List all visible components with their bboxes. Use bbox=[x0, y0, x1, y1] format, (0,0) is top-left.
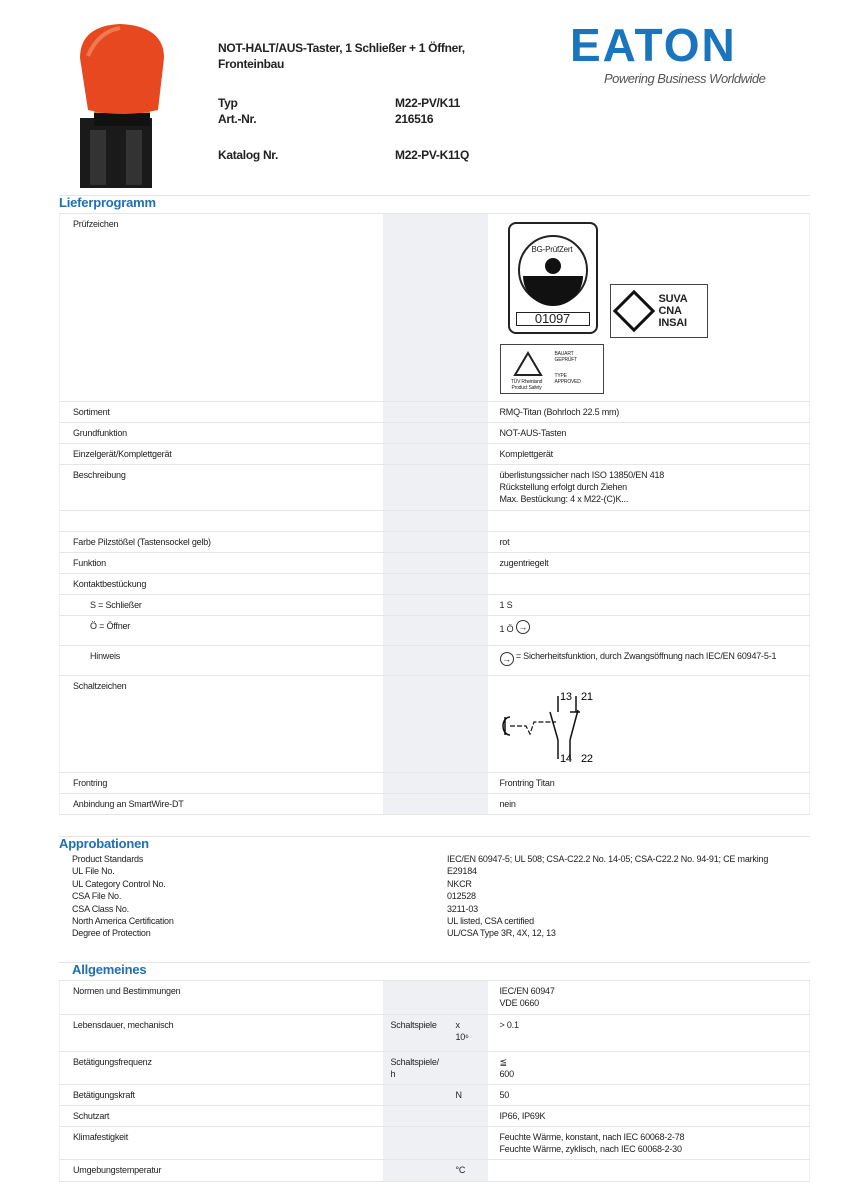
product-title: NOT-HALT/AUS-Taster, 1 Schließer + 1 Öffner, bbox=[218, 41, 465, 55]
table-row bbox=[60, 574, 810, 595]
row-unit bbox=[383, 1106, 444, 1127]
row-unit bbox=[383, 646, 444, 676]
row-unit-2 bbox=[444, 773, 488, 794]
approbation-row bbox=[72, 865, 768, 877]
row-label: Funktion bbox=[60, 553, 383, 574]
row-label bbox=[60, 511, 383, 532]
bg-mark-text: BG-PrüfZert bbox=[531, 245, 573, 254]
approbation-label: UL Category Control No. bbox=[72, 878, 166, 889]
row-value-text: 1 Ö bbox=[499, 624, 514, 634]
approbation-value: IEC/EN 60947-5; UL 508; CSA-C22.2 No. 14-05; CSA-C22.2 No. 94-91; CE marking bbox=[447, 854, 769, 864]
tuv-approved: APPROVED bbox=[554, 379, 581, 385]
row-label: Klimafestigkeit bbox=[60, 1127, 383, 1160]
tagline: Powering Business Worldwide bbox=[604, 71, 766, 86]
row-value bbox=[488, 574, 810, 595]
row-unit bbox=[383, 574, 444, 595]
typ-value: M22-PV/K11 bbox=[395, 96, 461, 110]
tuv-text: TÜV Rheinland Product Safety bbox=[510, 379, 543, 391]
section-approbationen: Approbationen bbox=[59, 836, 149, 851]
row-value-text: rot bbox=[499, 537, 510, 547]
row-unit bbox=[383, 553, 444, 574]
row-value bbox=[488, 1127, 810, 1160]
row-label: Lebensdauer, mechanisch bbox=[60, 1015, 383, 1052]
row-unit-2 bbox=[444, 1127, 488, 1160]
approbation-label: Degree of Protection bbox=[72, 928, 151, 939]
tuv-type: TYPE bbox=[554, 373, 567, 379]
table-row bbox=[60, 402, 810, 423]
row-unit-2 bbox=[444, 444, 488, 465]
row-value-text: 1 S bbox=[499, 600, 513, 610]
row-unit bbox=[383, 595, 444, 616]
row-unit-2 bbox=[444, 553, 488, 574]
terminal-13: 13 bbox=[559, 691, 572, 703]
row-unit bbox=[383, 532, 444, 553]
table-row bbox=[60, 1127, 810, 1160]
table-row bbox=[60, 1085, 810, 1106]
circuit-symbol bbox=[488, 676, 810, 773]
table-row bbox=[60, 595, 810, 616]
approbation-label: Product Standards bbox=[72, 854, 144, 864]
approbation-row bbox=[72, 927, 768, 939]
suva-mark bbox=[610, 284, 708, 338]
table-row bbox=[60, 511, 810, 532]
approbation-value: E29184 bbox=[447, 866, 477, 877]
row-unit-2: x 10⁶ bbox=[444, 1015, 488, 1052]
row-value bbox=[488, 402, 810, 423]
art-label: Art.-Nr. bbox=[218, 112, 257, 126]
row-value-text: nein bbox=[499, 799, 516, 809]
row-value bbox=[488, 595, 810, 616]
approbation-row bbox=[72, 915, 768, 927]
katalog-label: Katalog Nr. bbox=[218, 148, 279, 162]
row-unit-2 bbox=[444, 402, 488, 423]
row-value-text: Frontring Titan bbox=[499, 778, 555, 788]
schaltzeichen-label: Schaltzeichen bbox=[60, 676, 383, 773]
row-unit bbox=[383, 773, 444, 794]
katalog-value: M22-PV-K11Q bbox=[395, 148, 470, 162]
row-unit bbox=[383, 616, 444, 646]
table-row bbox=[60, 1160, 810, 1182]
row-value-text: IP66, IP69K bbox=[499, 1111, 546, 1121]
row-label: Schutzart bbox=[60, 1106, 383, 1127]
row-value-text: zugentriegelt bbox=[499, 558, 549, 568]
row-label: Normen und Bestimmungen bbox=[60, 981, 383, 1015]
typ-label: Typ bbox=[218, 96, 238, 110]
row-unit-2 bbox=[444, 1052, 488, 1085]
row-label: Betätigungskraft bbox=[60, 1085, 383, 1106]
row-value-text: Komplettgerät bbox=[499, 449, 553, 459]
row-label: Betätigungsfrequenz bbox=[60, 1052, 383, 1085]
table-row bbox=[60, 553, 810, 574]
approbationen-list bbox=[72, 853, 768, 940]
row-value bbox=[488, 646, 810, 676]
approbation-value: UL/CSA Type 3R, 4X, 12, 13 bbox=[447, 928, 556, 939]
row-value bbox=[488, 1052, 810, 1085]
row-value bbox=[488, 981, 810, 1015]
suva-text: SUVA bbox=[658, 293, 688, 305]
art-value: 216516 bbox=[395, 112, 434, 126]
row-value-text: IEC/EN 60947 VDE 0660 bbox=[499, 986, 555, 1008]
product-title-2: Fronteinbau bbox=[218, 57, 285, 71]
row-value-text: NOT-AUS-Tasten bbox=[499, 428, 567, 438]
row-unit bbox=[383, 402, 444, 423]
pruefzeichen-label: Prüfzeichen bbox=[60, 214, 383, 402]
forced-opening-icon: → bbox=[500, 652, 514, 666]
certification-marks bbox=[488, 214, 810, 402]
row-value-text: ≦ 600 bbox=[499, 1057, 514, 1079]
row-value bbox=[488, 1015, 810, 1052]
row-unit-2 bbox=[444, 1106, 488, 1127]
row-value bbox=[488, 423, 810, 444]
table-row bbox=[60, 794, 810, 815]
row-value bbox=[488, 616, 810, 646]
row-value bbox=[488, 794, 810, 815]
forced-opening-icon: → bbox=[516, 620, 530, 634]
approbation-row bbox=[72, 890, 768, 902]
insai-text: INSAI bbox=[658, 317, 687, 329]
row-value bbox=[488, 465, 810, 511]
approbation-value: 012528 bbox=[447, 891, 476, 902]
row-unit-2: N bbox=[444, 1085, 488, 1106]
row-unit: Schaltspiele/ h bbox=[383, 1052, 444, 1085]
row-unit-2: °C bbox=[444, 1160, 488, 1182]
row-value bbox=[488, 1106, 810, 1127]
row-label: Grundfunktion bbox=[60, 423, 383, 444]
approbation-label: North America Certification bbox=[72, 916, 174, 927]
row-unit-2 bbox=[444, 423, 488, 444]
row-value bbox=[488, 511, 810, 532]
table-row bbox=[60, 1052, 810, 1085]
section-allgemeines: Allgemeines bbox=[72, 962, 147, 977]
tuv-bauart: BAUART bbox=[554, 351, 574, 357]
row-label: S = Schließer bbox=[60, 595, 383, 616]
row-label: Ö = Öffner bbox=[60, 616, 383, 646]
bg-pruefzert-mark bbox=[508, 222, 598, 334]
table-row bbox=[60, 981, 810, 1015]
row-unit-2 bbox=[444, 794, 488, 815]
row-label: Frontring bbox=[60, 773, 383, 794]
table-row bbox=[60, 465, 810, 511]
row-unit-2 bbox=[444, 595, 488, 616]
terminal-21: 21 bbox=[580, 691, 593, 703]
row-unit bbox=[383, 465, 444, 511]
section-lieferprogramm: Lieferprogramm bbox=[59, 195, 156, 210]
allgemeines-table bbox=[59, 980, 810, 1182]
row-unit bbox=[383, 1160, 444, 1182]
row-label: Anbindung an SmartWire-DT bbox=[60, 794, 383, 815]
approbation-label: CSA File No. bbox=[72, 891, 122, 902]
approbation-value: NKCR bbox=[447, 878, 472, 889]
row-unit bbox=[383, 511, 444, 532]
row-unit-2 bbox=[444, 511, 488, 532]
row-label: Einzelgerät/Komplettgerät bbox=[60, 444, 383, 465]
row-value-text: = Sicherheitsfunktion, durch Zwangsöffnung nach IEC/EN 60947-5-1 bbox=[515, 651, 777, 661]
row-unit bbox=[383, 981, 444, 1015]
table-row bbox=[60, 646, 810, 676]
table-row bbox=[60, 532, 810, 553]
product-image bbox=[68, 18, 176, 188]
row-value bbox=[488, 1085, 810, 1106]
row-unit bbox=[383, 423, 444, 444]
row-unit bbox=[383, 794, 444, 815]
lieferprogramm-table bbox=[59, 213, 810, 815]
row-unit-2 bbox=[444, 616, 488, 646]
row-value bbox=[488, 553, 810, 574]
row-label: Sortiment bbox=[60, 402, 383, 423]
table-row bbox=[60, 616, 810, 646]
row-label: Hinweis bbox=[60, 646, 383, 676]
row-label: Umgebungstemperatur bbox=[60, 1160, 383, 1182]
row-unit-2 bbox=[444, 574, 488, 595]
bg-mark-number: 01097 bbox=[516, 312, 590, 326]
suva-icon bbox=[612, 290, 654, 332]
eaton-logo: EATON bbox=[570, 19, 737, 71]
table-row bbox=[60, 444, 810, 465]
approbation-row bbox=[72, 878, 768, 890]
row-unit bbox=[383, 1085, 444, 1106]
row-value-text: Feuchte Wärme, konstant, nach IEC 60068-2-78 Feuchte Wärme, zyklisch, nach IEC 60068-2-30 bbox=[499, 1132, 685, 1154]
row-value-text: RMQ-Titan (Bohrloch 22.5 mm) bbox=[499, 407, 620, 417]
approbation-value: 3211-03 bbox=[447, 903, 478, 914]
row-label: Beschreibung bbox=[60, 465, 383, 511]
approbation-row bbox=[72, 903, 768, 915]
table-row bbox=[60, 1015, 810, 1052]
row-unit bbox=[383, 444, 444, 465]
cna-text: CNA bbox=[658, 305, 682, 317]
table-row bbox=[60, 1106, 810, 1127]
row-value bbox=[488, 1160, 810, 1182]
row-value bbox=[488, 444, 810, 465]
row-label: Farbe Pilzstößel (Tastensockel gelb) bbox=[60, 532, 383, 553]
row-unit-2 bbox=[444, 981, 488, 1015]
row-unit-2 bbox=[444, 532, 488, 553]
row-value-text: 50 bbox=[499, 1090, 510, 1100]
table-row bbox=[60, 773, 810, 794]
row-label: Kontaktbestückung bbox=[60, 574, 383, 595]
row-unit: Schaltspiele bbox=[383, 1015, 444, 1052]
tuv-mark bbox=[500, 344, 604, 394]
approbation-row bbox=[72, 853, 768, 865]
row-value-text: überlistungssicher nach ISO 13850/EN 418 Rückstellung erfolgt durch Ziehen Max. Bestückung: 4 x M22-(C)K... bbox=[499, 470, 665, 504]
row-value bbox=[488, 532, 810, 553]
approbation-value: UL listed, CSA certified bbox=[447, 916, 534, 927]
approbation-label: CSA Class No. bbox=[72, 903, 129, 914]
row-unit-2 bbox=[444, 465, 488, 511]
row-unit-2 bbox=[444, 646, 488, 676]
table-row bbox=[60, 423, 810, 444]
row-value-text: > 0.1 bbox=[499, 1020, 519, 1030]
terminal-14: 14 bbox=[559, 753, 572, 765]
tuv-geprueft: GEPRÜFT bbox=[554, 357, 577, 363]
terminal-22: 22 bbox=[580, 753, 593, 765]
row-unit bbox=[383, 1127, 444, 1160]
approbation-label: UL File No. bbox=[72, 866, 115, 877]
row-value bbox=[488, 773, 810, 794]
